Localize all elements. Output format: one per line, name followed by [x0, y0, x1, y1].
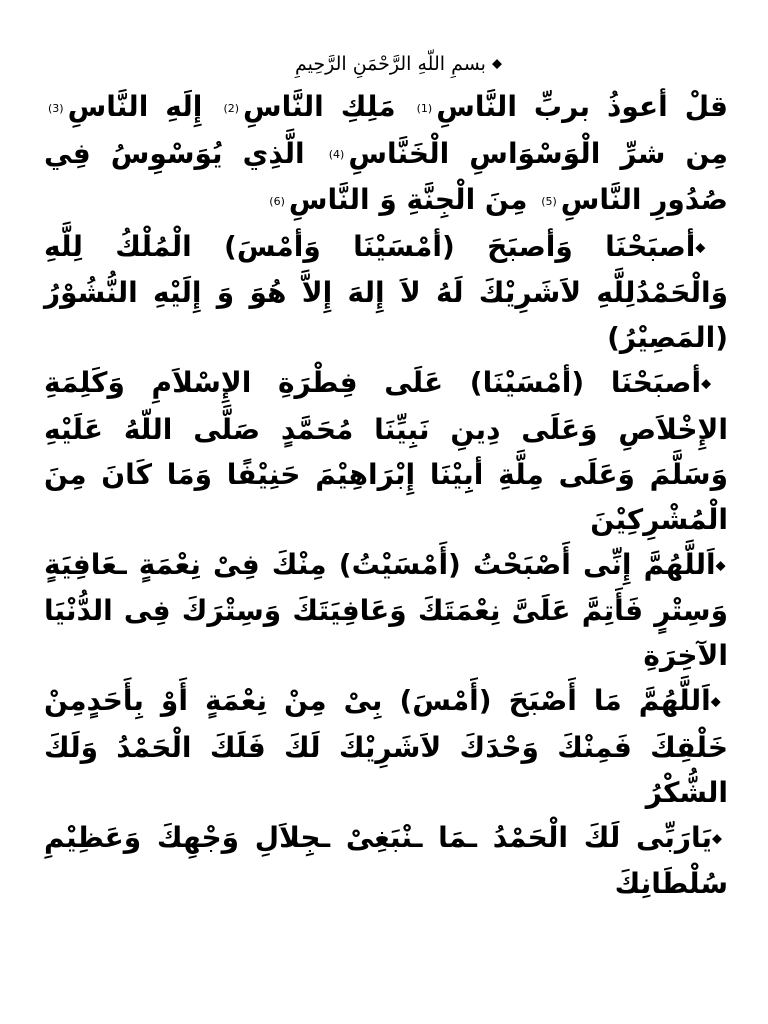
verse-text: قلْ أعوذُ بربِّ النَّاسِ	[436, 90, 729, 123]
dhikr-paragraph	[44, 678, 728, 815]
diamond-bullet-icon: ◆	[712, 831, 728, 846]
dhikr-text: أصبَحْنَا وَأصبَحَ (أمْسَيْنَا وَأمْسَ) الْمُلْكُ لِلَّهِ وَالْحَمْدُلِلَّهِ لاَشَرِيْكَ لَهُ لاَ إِلهَ إِلاَّ هُوَ وَ إِلَيْهِ النُّشُوْرُ (المَصِيْرُ)	[44, 229, 728, 354]
verse-number: (5)	[541, 194, 557, 208]
diamond-bullet-icon: ◆	[492, 56, 502, 72]
verse-number: (2)	[223, 101, 240, 115]
dhikr-paragraph	[44, 542, 728, 679]
basmala-heading	[44, 44, 728, 84]
verse-text: مِن شرِّ الْوَسْوَاسِ الْخَنَّاسِ	[348, 136, 728, 170]
surah-an-nas	[44, 84, 728, 224]
verse-text: الَّذِي يُوَسْوِسُ فِي صُدُورِ النَّاسِ	[44, 136, 728, 216]
dhikr-text: اَللَّهُمَّ مَا أَصْبَحَ (أَمْسَ) بِىْ مِنْ نِعْمَةٍ أَوْ بِأَحَدٍمِنْ خَلْقِكَ فَمِنْكَ وَحْدَكَ لاَشَرِيْكَ لَكَ فَلَكَ الْحَمْدُ وَلَكَ الشُّكْرُ	[44, 684, 728, 809]
dhikr-text: أصبَحْنَا (أمْسَيْنَا) عَلَى فِطْرَةِ الإِسْلاَمِ وَكَلِمَةِ الإِخْلاَصِ وَعَلَى دِينِ نَبِيِّنَا مُحَمَّدٍ صَلَّى اللّهُ عَلَيْهِ وَسَلَّمَ وَعَلَى مِلَّةِ أبِيْنَا إِبْرَاهِيْمَ حَنِيْفًا وَمَا كَانَ مِنَ الْمُشْرِكِيْنَ	[44, 366, 728, 536]
verse-number: (1)	[416, 101, 433, 115]
diamond-bullet-icon: ◆	[710, 694, 728, 710]
verse-number: (6)	[269, 194, 285, 208]
dhikr-paragraph	[44, 360, 728, 542]
diamond-bullet-icon: ◆	[701, 376, 728, 392]
verse-text: إِلَهِ النَّاسِ	[67, 90, 203, 123]
dhikr-text: يَارَبِّى لَكَ الْحَمْدُ ـمَا ـنْبَغِىْ ـجِلاَلِ وَجْهِكَ وَعَظِيْمِ سُلْطَانِكَ	[44, 820, 728, 900]
verse-text: مِنَ الْجِنَّةِ وَ النَّاسِ	[288, 183, 528, 216]
diamond-bullet-icon: ◆	[715, 558, 728, 573]
verse-number: (4)	[328, 148, 345, 161]
verse-number: (3)	[48, 101, 64, 115]
dhikr-text: اَللَّهُمَّ إِنِّى أَصْبَحْتُ (أَمْسَيْتُ) مِنْكَ فِىْ نِعْمَةٍ ـعَافِيَةٍ وَسِتْرٍ فَأَتِمَّ عَلَىَّ نِعْمَتَكَ وَعَافِيَتَكَ وَسِتْرَكَ فِى الدُّنْيَا الآخِرَةِ	[44, 547, 728, 672]
dhikr-paragraph	[44, 224, 728, 361]
verse-text: مَلِكِ النَّاسِ	[243, 90, 396, 123]
basmala-text: بسمِ اللّهِ الرَّحْمَنِ الرَّحِيمِ	[294, 53, 486, 75]
dhikr-paragraph	[44, 815, 728, 907]
diamond-bullet-icon: ◆	[695, 240, 729, 255]
